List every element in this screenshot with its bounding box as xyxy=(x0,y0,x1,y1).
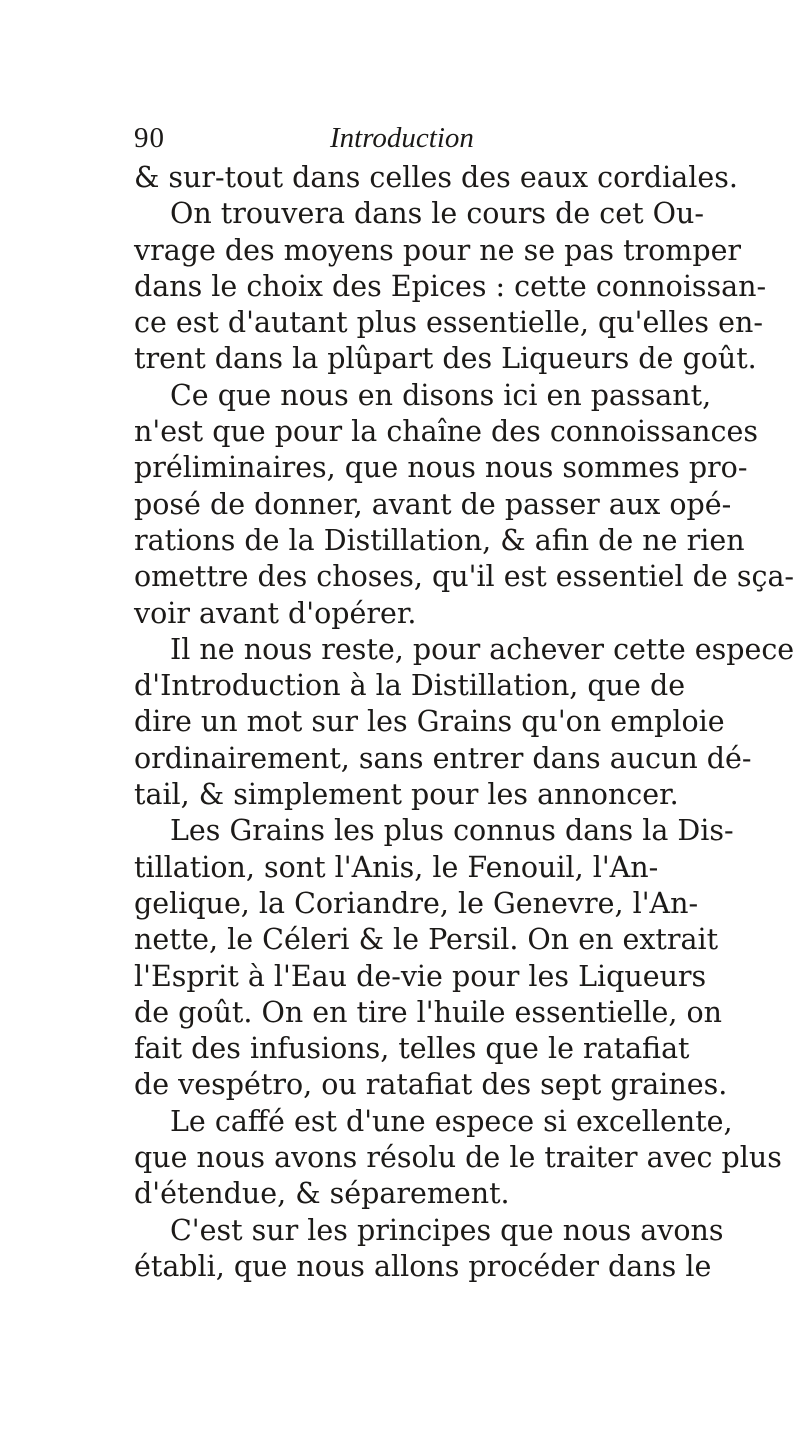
text-line: de goût. On en tire l'huile essentielle, on xyxy=(134,995,722,1029)
text-line: l'Esprit à l'Eau de-vie pour les Liqueurs xyxy=(134,959,707,993)
text-line: ordinairement, sans entrer dans aucun dé- xyxy=(134,741,752,775)
text-line: trent dans la plûpart des Liqueurs de goût. xyxy=(134,342,757,376)
text-line: posé de donner, avant de passer aux opé- xyxy=(134,487,732,521)
text-line: Ce que nous en disons ici en passant, xyxy=(170,378,712,412)
text-line: Il ne nous reste, pour achever cette espece xyxy=(170,632,795,666)
text-line: ce est d'autant plus essentielle, qu'elles en- xyxy=(134,306,763,340)
text-line: d'étendue, & séparement. xyxy=(134,1177,510,1211)
text-line: On trouvera dans le cours de cet Ou- xyxy=(170,197,704,231)
text-line: gelique, la Coriandre, le Genevre, l'An- xyxy=(134,886,699,920)
running-title: Introduction xyxy=(330,122,474,154)
text-line: C'est sur les principes que nous avons xyxy=(170,1213,724,1247)
text-line: nette, le Céleri & le Persil. On en extrait xyxy=(134,923,719,957)
text-line: d'Introduction à la Distillation, que de xyxy=(134,669,686,703)
text-line: Les Grains les plus connus dans la Dis- xyxy=(170,814,734,848)
body-text xyxy=(134,160,795,1285)
page-number: 90 xyxy=(134,122,165,154)
text-line: rations de la Distillation, & afin de ne rien xyxy=(134,523,745,557)
text-line: fait des infusions, telles que le ratafiat xyxy=(134,1032,690,1066)
text-line: & sur-tout dans celles des eaux cordiales. xyxy=(134,161,738,194)
text-line: dire un mot sur les Grains qu'on emploie xyxy=(134,705,725,739)
text-line: préliminaires, que nous nous sommes pro- xyxy=(134,451,748,485)
text-line: n'est que pour la chaîne des connoissances xyxy=(134,415,758,449)
text-line: tillation, sont l'Anis, le Fenouil, l'An- xyxy=(134,850,659,884)
text-line: établi, que nous allons procéder dans le xyxy=(134,1249,712,1283)
text-line: voir avant d'opérer. xyxy=(134,596,417,630)
text-line: dans le choix des Epices : cette connoissan- xyxy=(134,269,767,303)
text-line: vrage des moyens pour ne se pas tromper xyxy=(134,233,742,267)
text-line: que nous avons résolu de le traiter avec plus xyxy=(134,1141,782,1175)
text-line: tail, & simplement pour les annoncer. xyxy=(134,778,679,812)
running-head xyxy=(134,122,714,162)
text-line: de vespétro, ou ratafiat des sept graines. xyxy=(134,1068,728,1102)
text-line: omettre des choses, qu'il est essentiel de sça- xyxy=(134,560,795,594)
text-line: Le caffé est d'une espece si excellente, xyxy=(170,1104,733,1138)
